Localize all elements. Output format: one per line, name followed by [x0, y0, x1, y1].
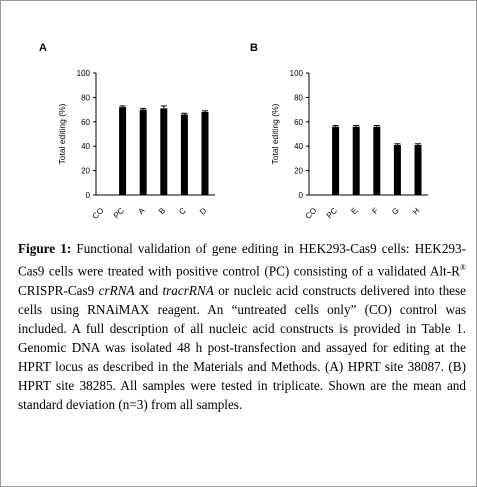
bar — [415, 145, 422, 195]
y-tick-label: 0 — [298, 191, 303, 200]
bar-charts — [1, 1, 477, 233]
bar — [353, 127, 360, 195]
x-tick-label: D — [197, 206, 209, 217]
x-tick-label: E — [349, 206, 360, 217]
bar — [160, 108, 167, 195]
caption-tracrrna: tracrRNA — [162, 282, 214, 298]
x-tick-label: H — [410, 206, 422, 217]
y-tick-label: 80 — [294, 93, 303, 103]
caption-text-3: or nucleic acid constructs delivered into these cells using RNAiMAX reagent. An “untreated cells only” (CO) control was included. A full description of all nucleic acid constructs is provided in Table 1. Genomic DNA was isolated 48 h post-transfection and assayed for editing at the HPRT locus as described in the Materials and Methods. (A) HPRT site 38087. (B) HPRT site 38285. All samples were tested in triplicate. Shown are the mean and standard deviation (n=3) from all samples. — [18, 282, 467, 413]
y-tick-label: 40 — [81, 142, 90, 152]
x-tick-label: F — [370, 206, 381, 216]
y-tick-label: 40 — [294, 142, 303, 152]
bar — [394, 145, 401, 195]
y-tick-label: 20 — [294, 166, 303, 176]
y-tick-label: 20 — [81, 166, 90, 176]
bar — [140, 110, 147, 195]
y-axis-title: Total editing (%) — [270, 103, 280, 165]
caption-text-2: CRISPR-Cas9 — [18, 282, 99, 298]
figure-label: Figure 1: — [18, 241, 72, 256]
bar — [202, 112, 209, 195]
caption-and: and — [134, 282, 163, 298]
x-tick-label: PC — [111, 206, 127, 221]
bar — [373, 127, 380, 195]
caption-text-1: Functional validation of gene editing in HEK293-Cas9 cells: HEK293-Cas9 cells were treated with positive control (PC) consisting of a validated Alt-R — [18, 241, 466, 279]
charts-area — [1, 1, 477, 233]
bar — [181, 114, 188, 195]
bar — [332, 127, 339, 195]
y-axis-title: Total editing (%) — [57, 103, 67, 165]
x-tick-label: CO — [303, 206, 319, 221]
x-tick-label: B — [157, 206, 168, 217]
y-tick-label: 80 — [81, 93, 90, 103]
y-tick-label: 60 — [294, 117, 303, 127]
caption-crrna: crRNA — [98, 282, 135, 298]
panel-label: A — [39, 42, 47, 54]
panel-label: B — [250, 42, 258, 54]
x-tick-label: G — [390, 206, 401, 217]
figure-caption — [18, 239, 466, 414]
x-tick-label: CO — [90, 206, 106, 221]
x-tick-label: PC — [324, 206, 340, 221]
y-tick-label: 60 — [81, 117, 90, 127]
bar — [119, 107, 126, 195]
x-tick-label: C — [177, 206, 188, 217]
registered-mark: ® — [459, 263, 466, 273]
y-tick-label: 0 — [85, 191, 90, 200]
y-tick-label: 100 — [289, 69, 303, 78]
x-tick-label: A — [136, 206, 147, 217]
y-tick-label: 100 — [76, 69, 90, 78]
